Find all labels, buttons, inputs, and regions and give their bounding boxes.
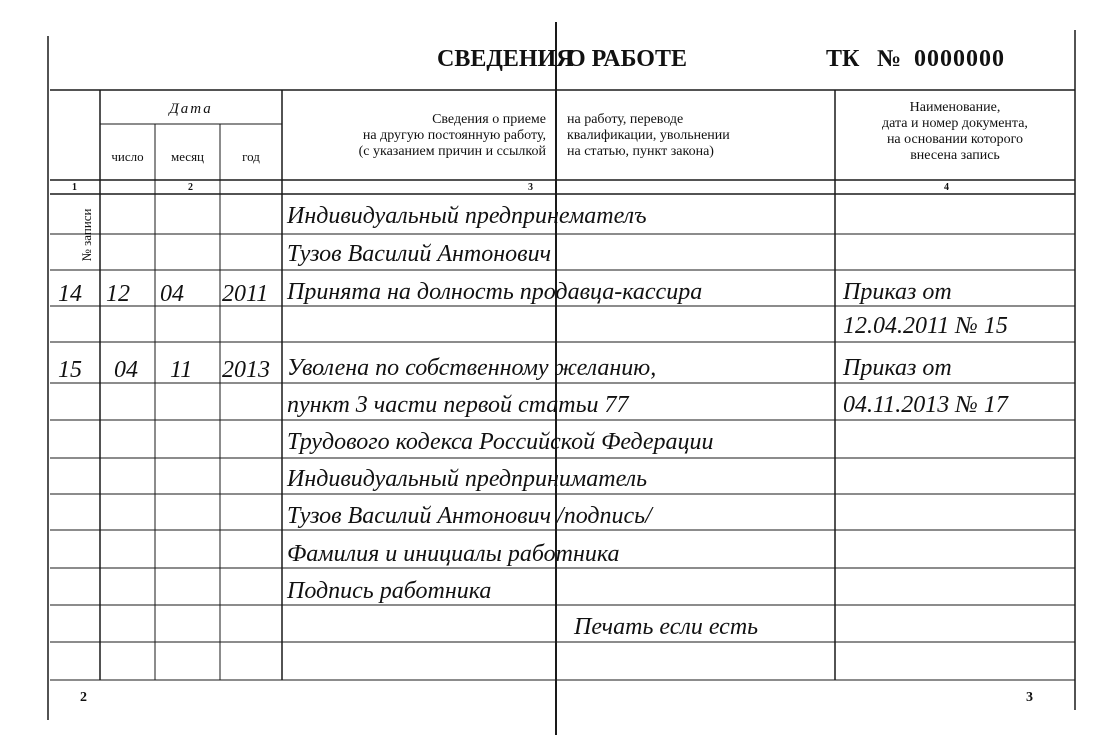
column-header-record-no: № записи (79, 208, 94, 262)
column-number-3: 3 (528, 182, 533, 193)
entry-info-9: Тузов Василий Антонович /подпись/ (287, 503, 652, 529)
entry-day-14: 12 (106, 281, 130, 307)
column-header-day: число (111, 149, 144, 164)
entry-info-11: Подпись работника (287, 578, 492, 604)
entry-doc-4: 12.04.2011 № 15 (843, 313, 1008, 339)
column-header-info-right: на работу, переводе квалификации, увольнении на статью, пункт закона) (567, 112, 730, 159)
entry-doc-5: Приказ от (843, 355, 952, 381)
series-number: 0000000 (914, 46, 1005, 72)
entry-year-15: 2013 (222, 357, 270, 383)
page-number-right: 3 (1026, 690, 1033, 705)
entry-info-3: Принята на долность продавца-кассира (287, 279, 703, 305)
title-right: О РАБОТЕ (567, 46, 687, 72)
entry-info-2: Тузов Василий Антонович (287, 241, 552, 267)
entry-no-15: 15 (58, 357, 82, 383)
column-header-document: Наименование, дата и номер документа, на основании которого внесена запись (882, 100, 1028, 163)
entry-info-8: Индивидуальный предприниматель (287, 466, 648, 492)
entry-info-7: Трудового кодекса Российской Федерации (287, 429, 714, 455)
tk-label: ТК (826, 46, 860, 72)
entry-year-14: 2011 (222, 281, 269, 307)
entry-info-1: Индивидуальный предпринемателъ (287, 203, 647, 229)
entry-info-6: пункт 3 части первой статьи 77 (287, 392, 629, 418)
title-left: СВЕДЕНИЯ (437, 46, 574, 72)
entry-stamp-note: Печать если есть (574, 614, 759, 640)
column-number-4: 4 (944, 182, 949, 193)
column-number-2: 2 (188, 182, 193, 193)
entry-month-15: 11 (170, 357, 193, 383)
entry-info-10: Фамилия и инициалы работника (287, 541, 620, 567)
column-header-info-left: Сведения о приеме на другую постоянную работу, (с указанием причин и ссылкой (358, 112, 546, 159)
column-header-year: год (242, 149, 260, 164)
entry-no-14: 14 (58, 281, 82, 307)
entry-doc-6: 04.11.2013 № 17 (843, 392, 1008, 418)
column-number-1: 1 (72, 182, 77, 193)
entry-month-14: 04 (160, 281, 184, 307)
entry-info-5: Уволена по собственному желанию, (287, 355, 657, 381)
page-number-left: 2 (80, 690, 87, 705)
entry-day-15: 04 (114, 357, 138, 383)
column-header-date: Дата (169, 101, 213, 117)
entry-doc-3: Приказ от (843, 279, 952, 305)
number-sign: № (877, 46, 902, 72)
column-header-month: месяц (170, 149, 205, 164)
